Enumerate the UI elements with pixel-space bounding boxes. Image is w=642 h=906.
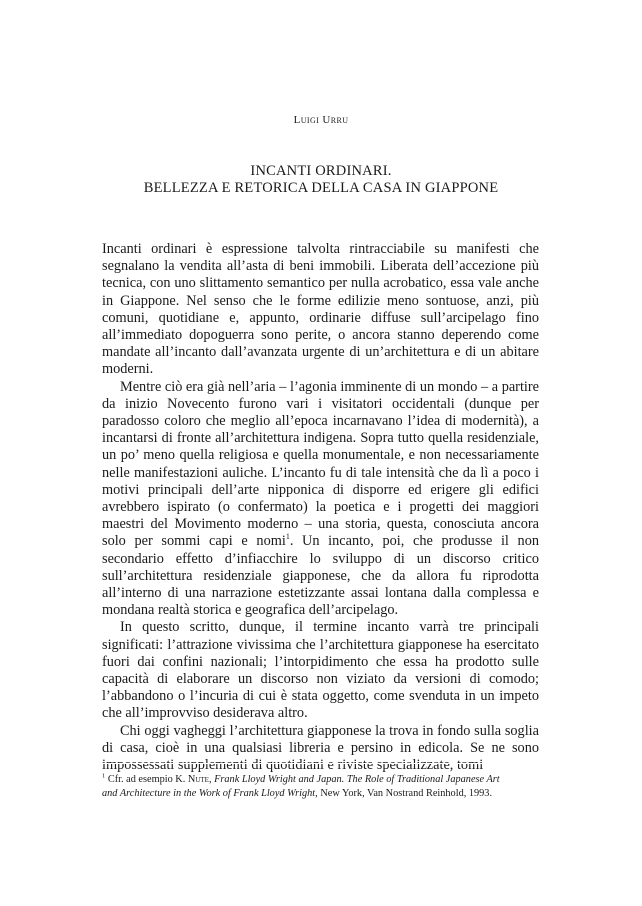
article-title xyxy=(0,163,642,197)
paragraph-4: Chi oggi vagheggi l’architettura giapponese la trova in fondo sulla soglia di casa, cioè in una qualsiasi libreria e persino in edicola. Se ne sono impossessati supplementi di quotidiani e riviste specializzate, tomi xyxy=(102,722,539,774)
footnote-1 xyxy=(102,773,539,801)
body-text xyxy=(102,241,539,774)
footnote-reference[interactable]: 1 xyxy=(285,532,290,542)
paragraph-1: Incanti ordinari è espressione talvolta rintracciabile su manifesti che segnalano la vendita all’asta di beni immobili. Liberata dell’accezione più tecnica, con uno slittamento semantico per nulla acrobatico, essa vale anche in Giappone. Nel senso che le forme edilizie meno sontuose, anzi, più comuni, quotidiane e, appunto, ordinarie diffuse sull’arcipelago fino all’immediato dopoguerra sono perite, o ancora stanno deperendo come mandate all’incanto dall’avanzata urgente di un’architettura e di un abitare moderni. xyxy=(102,241,539,378)
title-line-1: INCANTI ORDINARI. xyxy=(250,163,392,179)
paragraph-3: In questo scritto, dunque, il termine incanto varrà tre principali significati: l’attrazione vivissima che l’architettura giapponese ha esercitato fuori dai confini nazionali; l’intorpidimento che essa ha prodotto sulle capacità di elaborare un discorso non viziato da versioni di comodo; l’abbandono o l’incuria di cui è stata oggetto, come svenduta in un impeto che all’improvviso desiderava altro. xyxy=(102,619,539,722)
title-line-2: BELLEZZA E RETORICA DELLA CASA IN GIAPPONE xyxy=(143,180,499,196)
author-name: Luigi Urru xyxy=(293,114,349,126)
footnote-divider xyxy=(102,763,539,764)
footnote-author: Nute xyxy=(187,774,209,785)
paragraph-2-text-b: . Un incanto, poi, che produsse il non secondario effetto d’infiacchire lo sviluppo di un discorso critico sull’architettura residenziale giapponese, che da allora fu riprodotta all’interno di una narrazione estetizzante assai lontana dalla complessa e mondana realtà storica e geografica dell’arcipelago. xyxy=(102,533,539,619)
footnote-title-b: and Architecture in the Work of Frank Lloyd Wright xyxy=(102,788,316,800)
footnote-number: 1 xyxy=(102,772,106,780)
footnote-title-a: Frank Lloyd Wright and Japan. The Role of Traditional Japanese Art xyxy=(214,774,500,785)
paragraph-2-text-a: Mentre ciò era già nell’aria – l’agonia imminente di un mondo – a partire da inizio Novecento furono vari i visitatori occidentali (dunque per paradosso coloro che meglio all’epoca incarnavano l’idea di modernità), a incantarsi di fronte all’architettura indigena. Sopra tutto quella residenziale, un po’ meno quella religiosa e quella monumentale, e non necessariamente nelle manifestazioni auliche. L’incanto fu di tale intensità che da lì a poco i motivi principali dell’arte nipponica di disporre ed erigere gli edifici avrebbero ispirato (o confermato) la poetica e i progetti dei maggiori maestri del Movimento moderno – una storia, questa, conosciuta ancora solo per sommi capi e nomi xyxy=(102,378,539,550)
footnote-publisher: , New York, Van Nostrand Reinhold, 1993. xyxy=(315,788,493,800)
footnote-separator: , xyxy=(208,774,215,785)
footnote-line-1 xyxy=(102,773,539,787)
footnote-line-2 xyxy=(102,787,539,801)
footnote-prefix: Cfr. ad esempio K. xyxy=(105,774,188,785)
paragraph-2 xyxy=(102,379,539,620)
